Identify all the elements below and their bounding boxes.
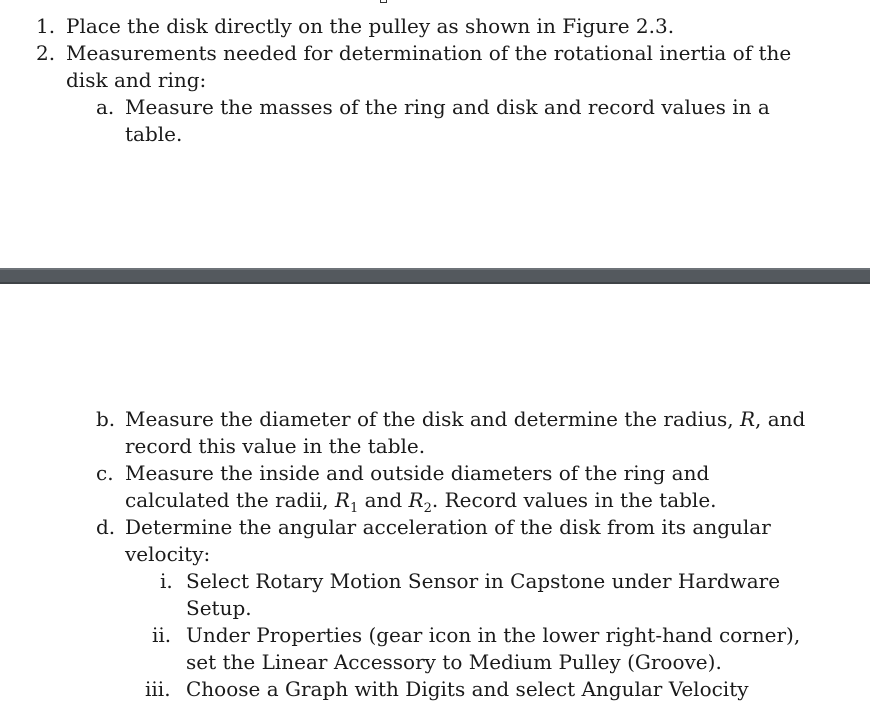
step-2-text-line1: Measurements needed for determination of the rotational inertia of the — [66, 41, 792, 65]
step-1-number: 1. — [36, 14, 56, 38]
variable-r1: R — [334, 488, 350, 512]
step-1-text: Place the disk directly on the pulley as shown in Figure 2.3. — [66, 14, 675, 38]
substep-a-line2: table. — [125, 122, 183, 146]
substep-c-letter: c. — [96, 461, 114, 485]
roman-i-line2: Setup. — [186, 596, 252, 620]
substep-a-line1: Measure the masses of the ring and disk and record values in a — [125, 95, 770, 119]
page-break-bar — [0, 268, 870, 284]
substep-d-line2: velocity: — [125, 542, 211, 566]
roman-ii-line1: Under Properties (gear icon in the lower right-hand corner), — [186, 623, 801, 647]
substep-c-line2: calculated the radii, $R_1$ and $R_2$. Record values in the table. — [125, 488, 717, 516]
step-2-text-line2: disk and ring: — [66, 68, 207, 92]
variable-r2: R — [408, 488, 424, 512]
substep-b-letter: b. — [96, 407, 116, 431]
variable-r: R — [739, 407, 756, 431]
substep-b-line1: Measure the diameter of the disk and determine the radius, R, and — [125, 407, 806, 431]
page-edge-mark — [380, 0, 387, 3]
roman-iii-number: iii. — [145, 677, 171, 701]
step-2-number: 2. — [36, 41, 56, 65]
roman-iii-line1: Choose a Graph with Digits and select Angular Velocity — [186, 677, 749, 701]
roman-i-line1: Select Rotary Motion Sensor in Capstone under Hardware — [186, 569, 781, 593]
roman-ii-line2: set the Linear Accessory to Medium Pulley (Groove). — [186, 650, 722, 674]
substep-b-line2: record this value in the table. — [125, 434, 426, 458]
substep-d-line1: Determine the angular acceleration of the disk from its angular — [125, 515, 771, 539]
roman-i-number: i. — [160, 569, 173, 593]
substep-a-letter: a. — [96, 95, 115, 119]
substep-c-line1: Measure the inside and outside diameters of the ring and — [125, 461, 710, 485]
substep-d-letter: d. — [96, 515, 116, 539]
roman-ii-number: ii. — [152, 623, 172, 647]
